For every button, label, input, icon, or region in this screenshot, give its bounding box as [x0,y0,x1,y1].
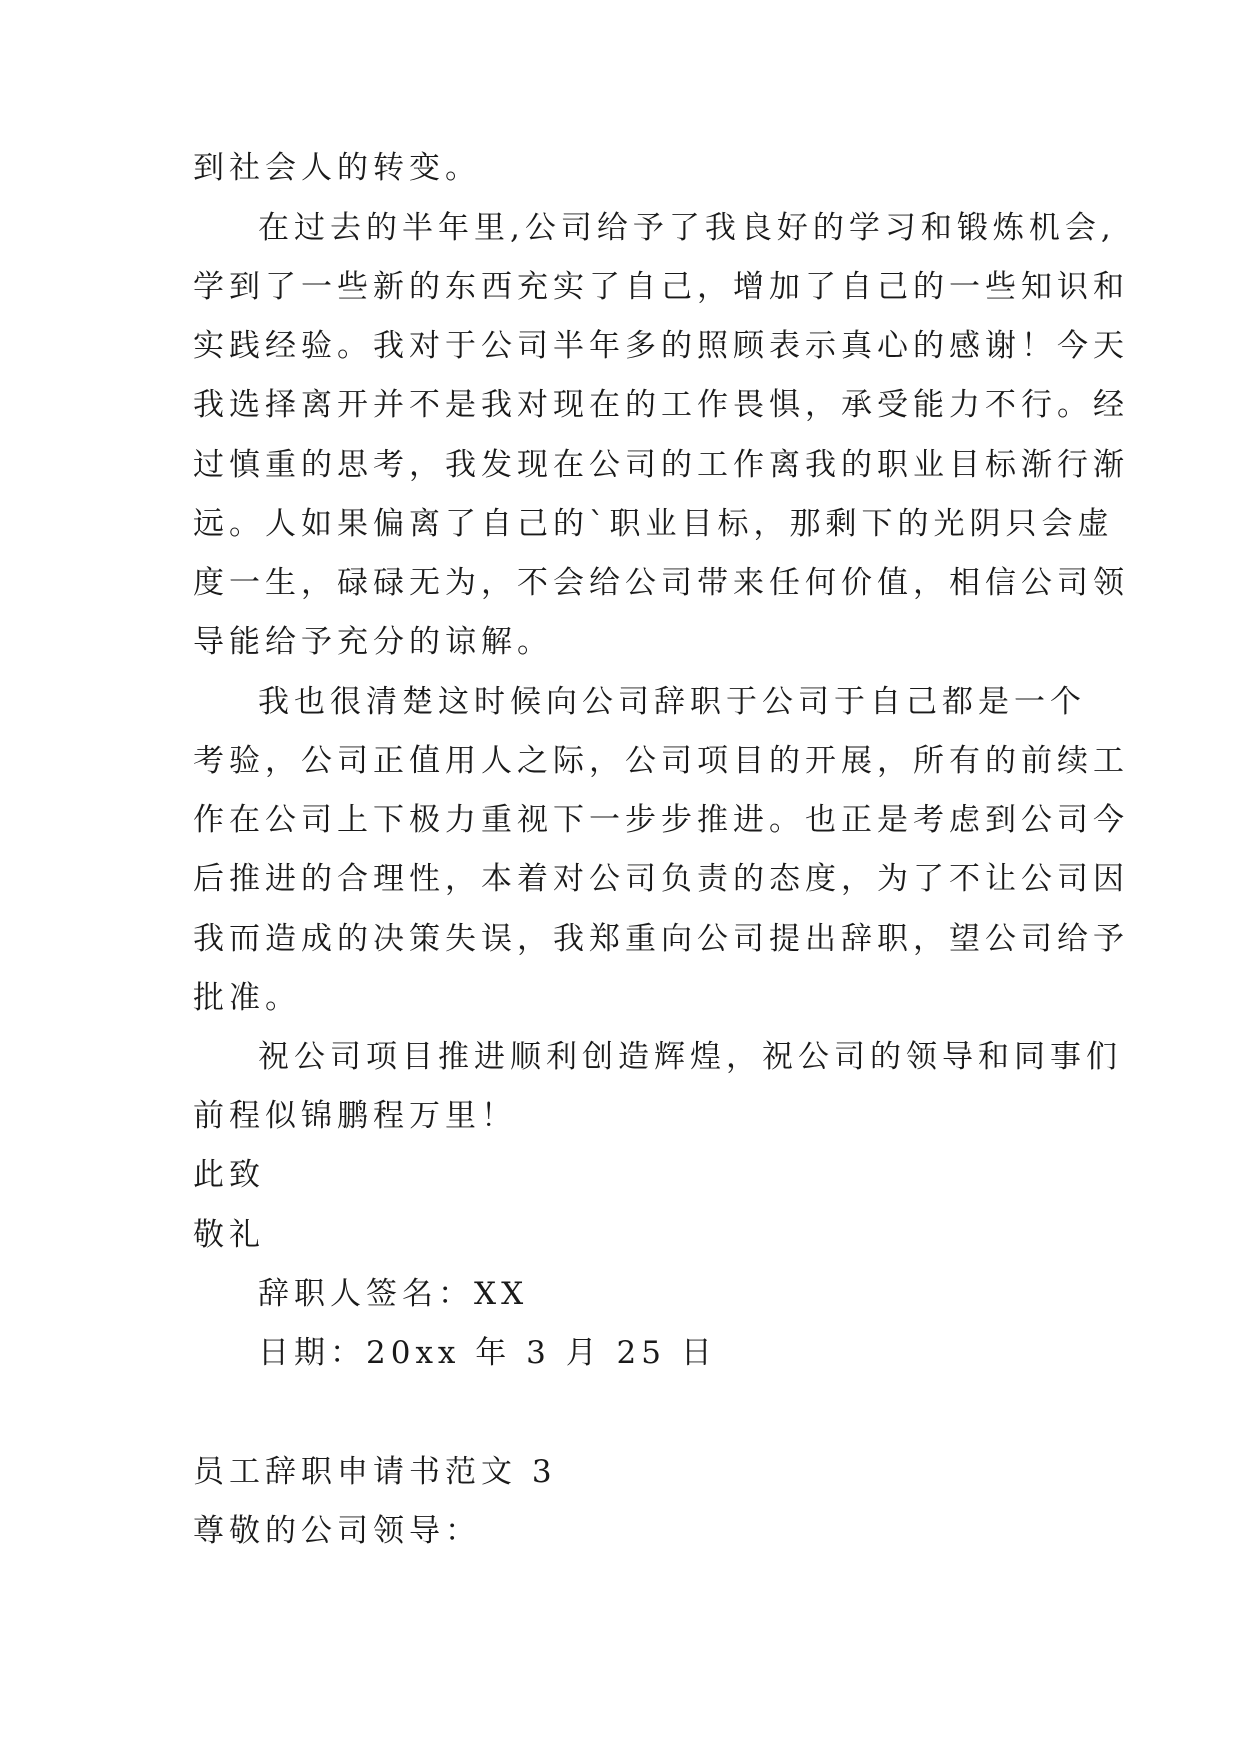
paragraph-line: 度一生，碌碌无为，不会给公司带来任何价值，相信公司领 [193,565,1129,601]
paragraph-line: 我选择离开并不是我对现在的工作畏惧，承受能力不行。经 [193,387,1129,423]
paragraph-line: 后推进的合理性，本着对公司负责的态度，为了不让公司因 [193,861,1129,897]
paragraph-line: 考验，公司正值用人之际，公司项目的开展，所有的前续工 [193,743,1129,779]
paragraph-line: 实践经验。我对于公司半年多的照顾表示真心的感谢！今天 [193,328,1129,364]
section-title: 员工辞职申请书范文 3 [193,1454,557,1490]
salutation-line: 敬礼 [193,1217,265,1253]
paragraph-line: 前程似锦鹏程万里！ [193,1098,517,1134]
signature-line: 辞职人签名：XX [258,1276,529,1312]
closing-line: 此致 [193,1157,265,1193]
paragraph-line: 批准。 [193,980,301,1016]
paragraph-line: 作在公司上下极力重视下一步步推进。也正是考虑到公司今 [193,802,1129,838]
paragraph-line: 过慎重的思考，我发现在公司的工作离我的职业目标渐行渐 [193,447,1129,483]
paragraph-line: 到社会人的转变。 [193,150,481,186]
paragraph-line: 在过去的半年里,公司给予了我良好的学习和锻炼机会, [258,210,1116,246]
paragraph-line: 学到了一些新的东西充实了自己，增加了自己的一些知识和 [193,269,1129,305]
greeting-line: 尊敬的公司领导： [193,1513,481,1549]
paragraph-line: 我而造成的决策失误，我郑重向公司提出辞职，望公司给予 [193,921,1129,957]
paragraph-line: 我也很清楚这时候向公司辞职于公司于自己都是一个 [258,684,1086,720]
date-line: 日期：20xx 年 3 月 25 日 [258,1335,717,1371]
paragraph-line: 导能给予充分的谅解。 [193,624,553,660]
paragraph-line: 祝公司项目推进顺利创造辉煌，祝公司的领导和同事们 [258,1039,1122,1075]
paragraph-line: 远。人如果偏离了自己的`职业目标，那剩下的光阴只会虚 [193,506,1114,542]
